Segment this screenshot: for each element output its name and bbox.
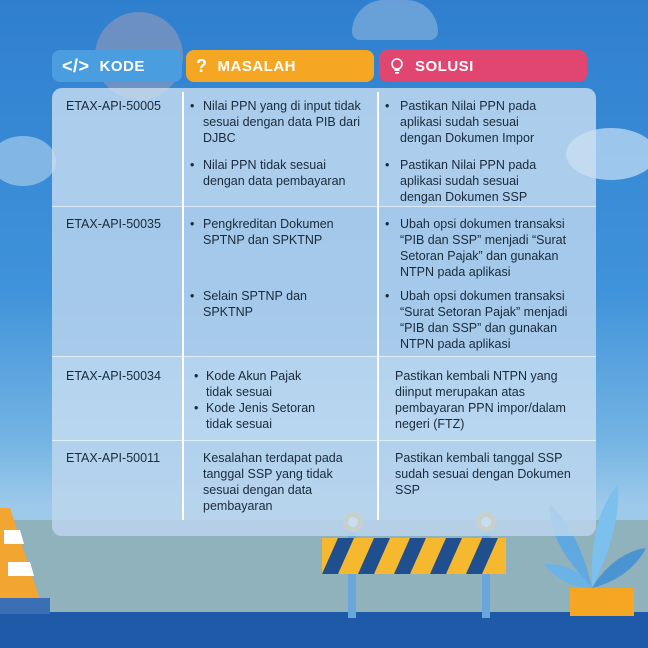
problem-item: Kode Jenis Setoran tidak sesuai [206, 401, 316, 431]
lightbulb-icon [389, 57, 405, 75]
header-solusi-label: SOLUSI [415, 57, 474, 75]
row-code: ETAX-API-50034 [66, 369, 161, 383]
header-kode [52, 50, 182, 82]
bullet: • [190, 158, 195, 172]
sky-cloud-top [352, 0, 438, 40]
bullet: • [385, 217, 390, 231]
header-masalah [186, 50, 374, 82]
question-icon: ? [196, 55, 208, 76]
column-divider [377, 92, 379, 520]
solution-item: Pastikan Nilai PPN pada aplikasi sudah sesuai dengan Dokumen SSP [400, 158, 537, 204]
bullet: • [194, 401, 199, 415]
header-solusi [379, 50, 587, 82]
bullet: • [385, 99, 390, 113]
code-icon: </> [62, 55, 90, 76]
bullet: • [190, 217, 195, 231]
row-divider [52, 356, 596, 357]
problem-item: Nilai PPN yang di input tidak sesuai dengan data PIB dari DJBC [203, 99, 361, 145]
solution-item: Pastikan Nilai PPN pada aplikasi sudah sesuai dengan Dokumen Impor [400, 99, 537, 145]
solution-text: Pastikan kembali tanggal SSP sudah sesuai dengan Dokumen SSP [395, 451, 571, 497]
solution-text: Pastikan kembali NTPN yang diinput merupakan atas pembayaran PPN impor/dalam negeri (FTZ) [395, 369, 566, 431]
bullet: • [190, 99, 195, 113]
column-divider [182, 92, 184, 520]
bullet: • [385, 158, 390, 172]
sky-cloud-left [0, 136, 56, 186]
problem-item: Pengkreditan Dokumen SPTNP dan SPKTNP [203, 217, 334, 247]
row-code: ETAX-API-50011 [66, 451, 161, 465]
header-masalah-label: MASALAH [217, 57, 296, 75]
bullet: • [385, 289, 390, 303]
problem-item: Selain SPTNP dan SPKTNP [203, 289, 307, 319]
row-divider [52, 440, 596, 441]
header-kode-label: KODE [99, 57, 145, 75]
row-code: ETAX-API-50035 [66, 217, 161, 231]
problem-item: Kode Akun Pajak tidak sesuai [206, 369, 302, 399]
solution-item: Ubah opsi dokumen transaksi “Surat Setoran Pajak” menjadi “PIB dan SSP” dan gunakan NTPN pada aplikasi [400, 289, 568, 351]
row-divider [52, 206, 596, 207]
traffic-cone-icon [0, 500, 52, 618]
bullet: • [190, 289, 195, 303]
problem-text: Kesalahan terdapat pada tanggal SSP yang tidak sesuai dengan data pembayaran [203, 451, 343, 513]
problem-item: Nilai PPN tidak sesuai dengan data pembayaran [203, 158, 346, 188]
solution-item: Ubah opsi dokumen transaksi “PIB dan SSP” menjadi “Surat Setoran Pajak” dan gunakan NTPN pada aplikasi [400, 217, 567, 279]
row-code: ETAX-API-50005 [66, 99, 161, 113]
bullet: • [194, 369, 199, 383]
